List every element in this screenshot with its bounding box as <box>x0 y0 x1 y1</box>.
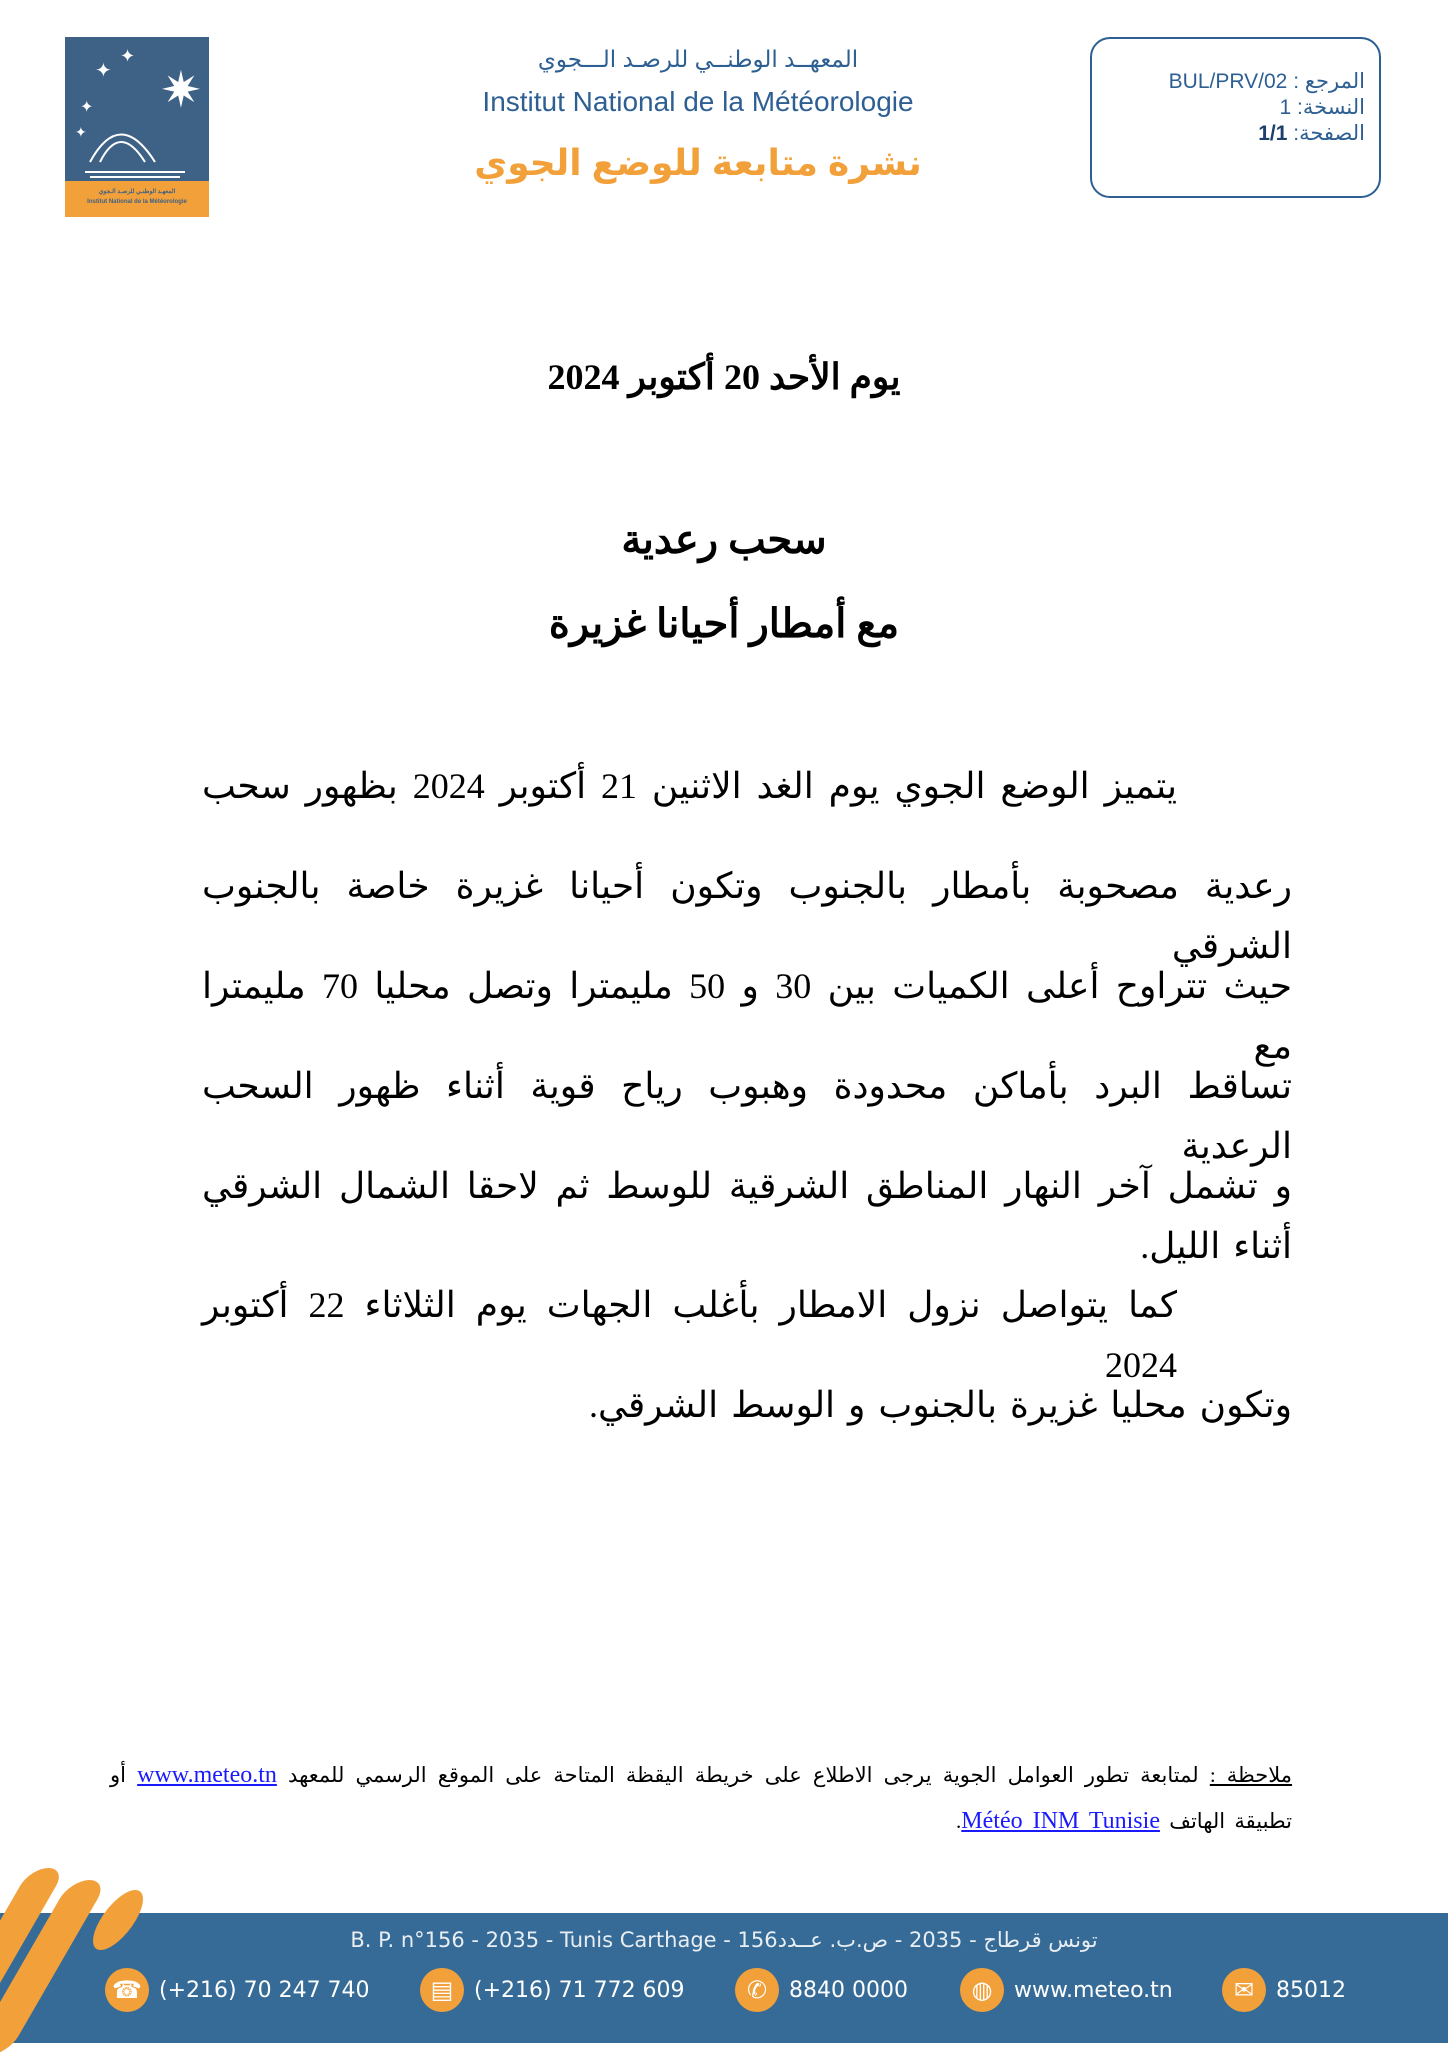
version-row <box>1102 95 1365 121</box>
institute-name-ar: المعهــد الوطنــي للرصـد الـــجوي <box>537 46 859 72</box>
fax-icon: ▤ <box>420 1968 464 2012</box>
logo-text-fr: Institut National de la Météorologie <box>87 199 187 205</box>
reference-row <box>1102 69 1365 95</box>
note-text-2: تطبيقة الهاتف <box>1169 1809 1292 1833</box>
logo-emblem-icon <box>65 37 209 181</box>
app-link[interactable]: Météo INM Tunisie <box>961 1808 1160 1834</box>
contact-text: 85012 <box>1276 1977 1346 2003</box>
paragraph-line: رعدية مصحوبة بأمطار بالجنوب وتكون أحيانا غزيرة خاصة بالجنوب الشرقي <box>202 866 1292 966</box>
contact-phone <box>105 1968 370 2012</box>
inm-logo <box>65 37 209 217</box>
website-link[interactable]: www.meteo.tn <box>137 1762 277 1788</box>
contact-text: (+216) 71 772 609 <box>474 1977 685 2003</box>
forecast-paragraph-1 <box>202 756 1292 1266</box>
contact-call-center <box>735 1968 908 2012</box>
contact-website <box>960 1968 1173 2012</box>
forecast-paragraph-2 <box>202 1275 1292 1475</box>
note-line-2 <box>110 1798 1292 1844</box>
paragraph-line: كما يتواصل نزول الامطار بأغلب الجهات يوم الثلاثاء 22 أكتوبر 2024 <box>202 1285 1177 1385</box>
contact-text: www.meteo.tn <box>1014 1977 1173 2003</box>
version-label: النسخة: <box>1297 96 1365 119</box>
call-center-icon: ✆ <box>735 1968 779 2012</box>
reference-box <box>1090 37 1381 198</box>
page-label: الصفحة: <box>1293 122 1365 145</box>
contact-text: (+216) 70 247 740 <box>159 1977 370 2003</box>
paragraph-line: وتكون محليا غزيرة بالجنوب و الوسط الشرقي. <box>588 1385 1292 1425</box>
note-line-1 <box>110 1752 1292 1798</box>
ref-value: BUL/PRV/02 <box>1168 70 1288 93</box>
footer-address: B. P. n°156 - 2035 - Tunis Carthage - تونس قرطاج - 2035 - ص.ب. عــدد156 <box>350 1928 1098 1952</box>
headline-line-1: سحب رعدية <box>621 517 827 562</box>
contact-sms <box>1222 1968 1346 2012</box>
headline-line-2: مع أمطار أحيانا غزيرة <box>548 601 900 646</box>
paragraph-line: تساقط البرد بأماكن محدودة وهبوب رياح قوية أثناء ظهور السحب الرعدية <box>202 1066 1292 1166</box>
paragraph-line: حيث تتراوح أعلى الكميات بين 30 و 50 مليمترا وتصل محليا 70 مليمترا مع <box>202 966 1292 1066</box>
paragraph-line: و تشمل آخر النهار المناطق الشرقية للوسط ثم لاحقا الشمال الشرقي أثناء الليل. <box>202 1166 1292 1266</box>
note-text: لمتابعة تطور العوامل الجوية يرجى الاطلاع على خريطة اليقظة المتاحة على الموقع الرسمي للمعهد <box>288 1763 1199 1787</box>
svg-text:✦: ✦ <box>95 60 112 82</box>
paragraph-line: يتميز الوضع الجوي يوم الغد الاثنين 21 أكتوبر 2024 بظهور سحب <box>202 766 1177 806</box>
bulletin-date: يوم الأحد 20 أكتوبر 2024 <box>547 357 901 397</box>
contact-fax <box>420 1968 685 2012</box>
svg-text:✷: ✷ <box>160 62 202 118</box>
note-end: . <box>956 1809 962 1833</box>
svg-text:✦: ✦ <box>75 126 87 141</box>
bulletin-title: نشرة متابعة للوضع الجوي <box>474 142 922 183</box>
institute-name-fr: Institut National de la Météorologie <box>482 86 914 117</box>
phone-icon: ☎ <box>105 1968 149 2012</box>
logo-text-ar: المعهـد الوطنـي للرصـد الـجوي <box>98 189 176 195</box>
sms-icon: ✉ <box>1222 1968 1266 2012</box>
version-value: 1 <box>1279 96 1292 119</box>
note <box>110 1752 1292 1844</box>
globe-icon: ◍ <box>960 1968 1004 2012</box>
page-value: 1/1 <box>1258 122 1288 145</box>
note-or: أو <box>110 1763 126 1787</box>
contact-text: 8840 0000 <box>789 1977 908 2003</box>
svg-text:✦: ✦ <box>80 99 94 116</box>
page-row <box>1102 121 1365 147</box>
ref-label: المرجع : <box>1293 70 1365 93</box>
note-label: ملاحظة : <box>1209 1763 1293 1787</box>
svg-text:✦: ✦ <box>120 46 136 66</box>
